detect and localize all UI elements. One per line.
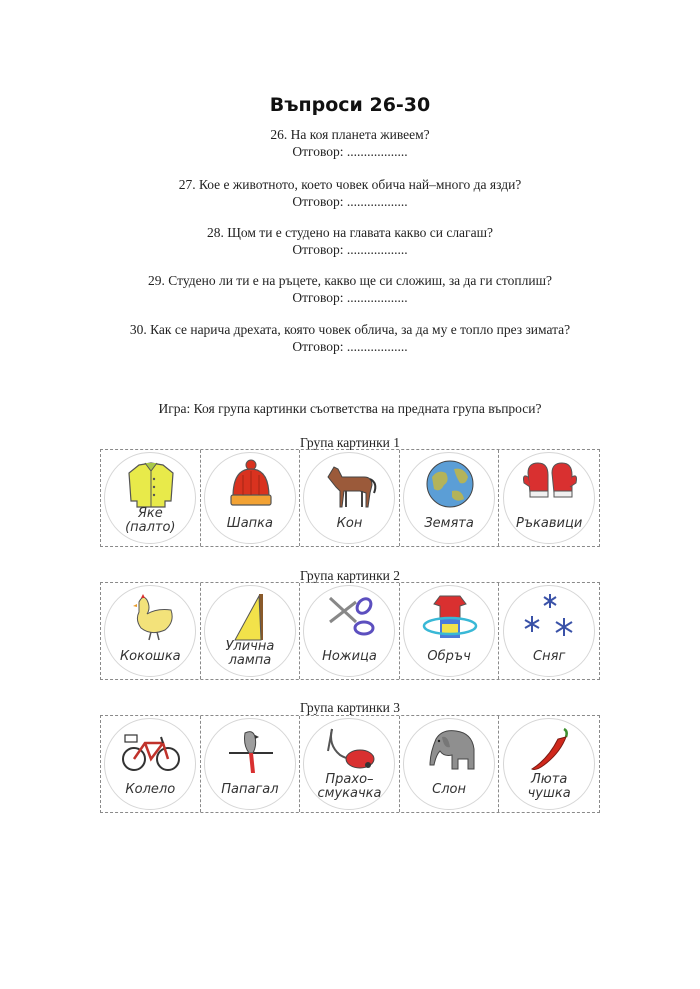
- picture-strip-2: [100, 582, 600, 680]
- picture-caption: Кокошка: [119, 649, 181, 664]
- picture-card: [201, 716, 301, 812]
- earth-icon: [420, 459, 480, 509]
- picture-card: [101, 450, 201, 546]
- picture-card: [201, 450, 301, 546]
- picture-strip-3: [100, 715, 600, 813]
- picture-card: [499, 716, 599, 812]
- horse-icon: [320, 459, 380, 509]
- picture-card: [300, 716, 400, 812]
- picture-card: [300, 450, 400, 546]
- street-lamp-icon: [221, 592, 281, 642]
- picture-caption: Ръкавици: [516, 516, 583, 531]
- question-text: 30. Как се нарича дрехата, която човек облича, за да му е топло през зимата?: [129, 322, 571, 337]
- picture-card: [400, 716, 500, 812]
- elephant-icon: [420, 725, 480, 775]
- picture-card: [101, 716, 201, 812]
- picture-card: [499, 450, 599, 546]
- picture-caption: Слон: [432, 782, 466, 797]
- question-block-28: [0, 224, 700, 258]
- group-label-3: [0, 700, 700, 715]
- picture-caption: Сняг: [533, 649, 566, 664]
- picture-caption: Яке (палто): [125, 506, 176, 535]
- bicycle-icon: [121, 725, 181, 775]
- answer-line: Отговор: ..................: [292, 290, 408, 305]
- chili-pepper-icon: [520, 725, 580, 775]
- picture-card: [400, 450, 500, 546]
- picture-strip-1: [100, 449, 600, 547]
- picture-caption: Улична лампа: [225, 639, 275, 668]
- question-block-27: [0, 176, 700, 210]
- picture-caption: Шапка: [226, 516, 273, 531]
- group-label-2: [0, 568, 700, 583]
- picture-caption: Колело: [125, 782, 176, 797]
- picture-caption: Кон: [336, 516, 363, 531]
- question-text: 28. Щом ти е студено на главата какво си слагаш?: [207, 225, 493, 240]
- picture-card: [499, 583, 599, 679]
- picture-caption: Прахо– смукачка: [317, 772, 382, 801]
- picture-card: [101, 583, 201, 679]
- picture-caption: Земята: [424, 516, 474, 531]
- picture-caption: Ножица: [322, 649, 377, 664]
- answer-line: Отговор: ..................: [292, 144, 408, 159]
- group-label-text: Група картинки 1: [299, 435, 401, 450]
- answer-line: Отговор: ..................: [292, 194, 408, 209]
- group-label-text: Група картинки 3: [299, 700, 401, 715]
- question-block-26: [0, 126, 700, 160]
- group-label-1: [0, 435, 700, 450]
- page-title: Въпроси 26-30: [269, 94, 431, 116]
- snowflakes-icon: [520, 592, 580, 642]
- question-block-29: [0, 272, 700, 306]
- question-text: 29. Студено ли ти е на ръцете, какво ще си сложиш, за да ги стоплиш?: [148, 273, 552, 288]
- answer-line: Отговор: ..................: [292, 242, 408, 257]
- hat-icon: [221, 459, 281, 509]
- question-text: 27. Кое е животното, което човек обича най–много да язди?: [178, 177, 522, 192]
- scissors-icon: [320, 592, 380, 642]
- question-block-30: [0, 321, 700, 355]
- question-text: 26. На коя планета живеем?: [270, 127, 430, 142]
- picture-caption: Папагал: [221, 782, 279, 797]
- picture-caption: Обръч: [427, 649, 471, 664]
- vacuum-cleaner-icon: [320, 725, 380, 775]
- picture-card: [201, 583, 301, 679]
- picture-card: [400, 583, 500, 679]
- picture-caption: Люта чушка: [527, 772, 571, 801]
- hoop-icon: [420, 592, 480, 642]
- mittens-icon: [520, 459, 580, 509]
- game-prompt: Игра: Коя група картинки съответства на предната група въпроси?: [158, 401, 542, 416]
- group-label-text: Група картинки 2: [299, 568, 401, 583]
- hen-icon: [121, 592, 181, 642]
- answer-line: Отговор: ..................: [292, 339, 408, 354]
- jacket-icon: [121, 459, 181, 509]
- parrot-icon: [221, 725, 281, 775]
- picture-card: [300, 583, 400, 679]
